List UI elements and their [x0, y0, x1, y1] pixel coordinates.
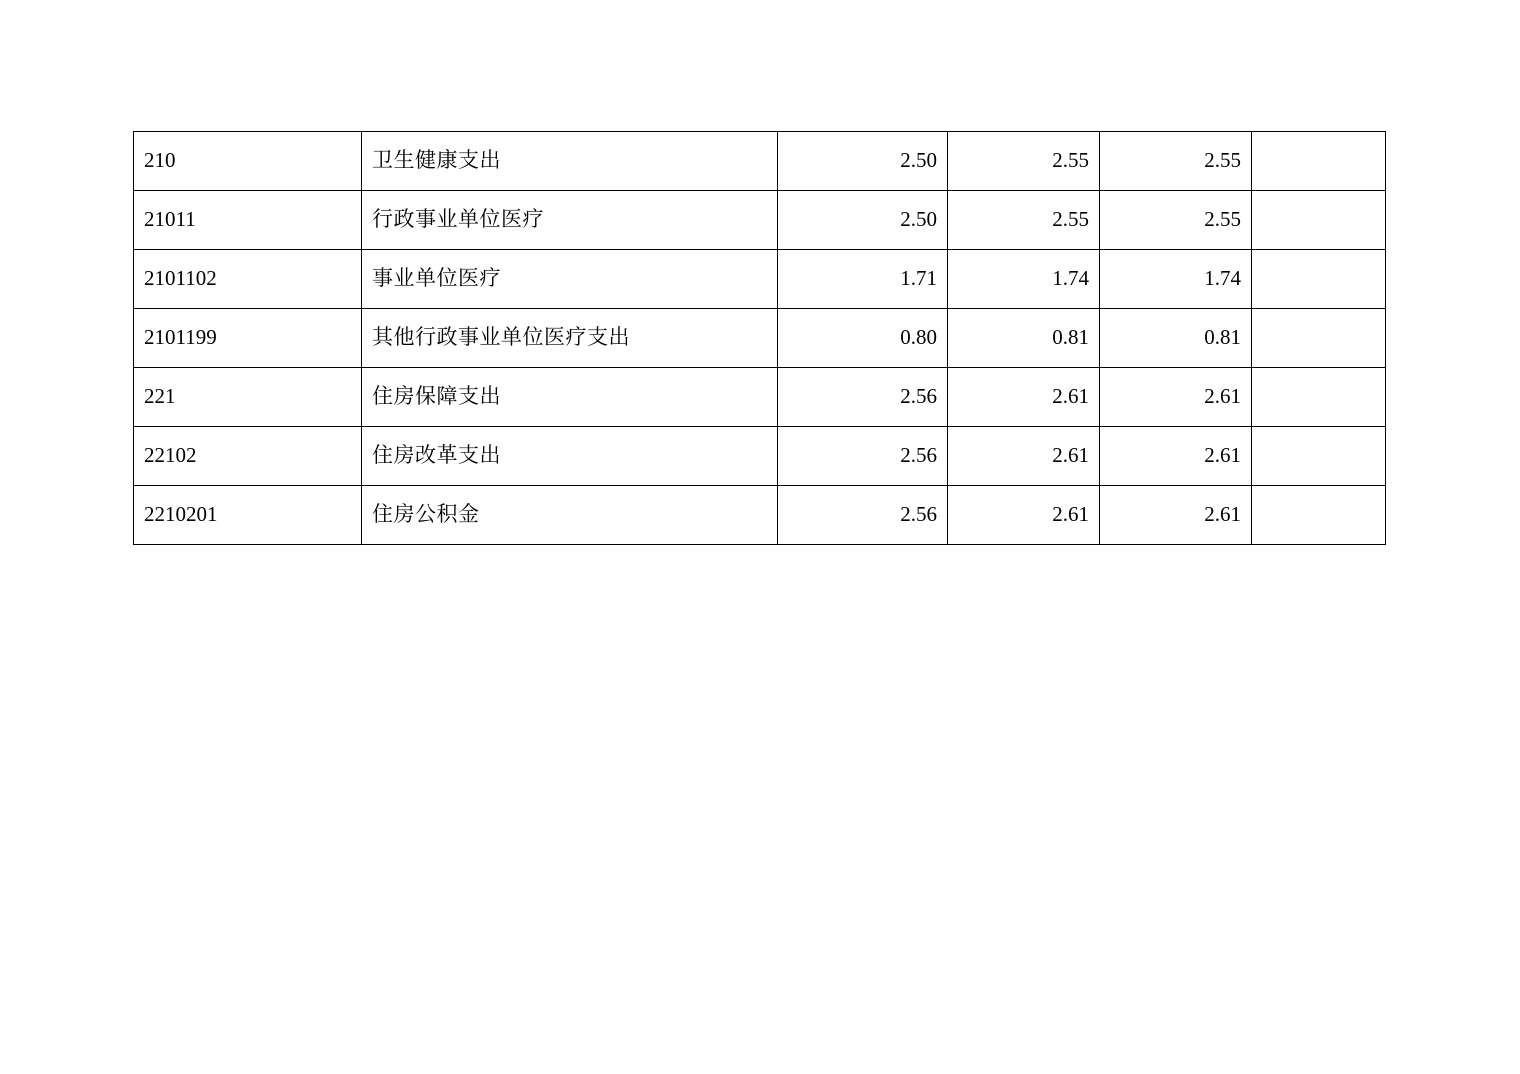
row-value2: 0.81 — [948, 309, 1100, 368]
row-code: 2210201 — [134, 486, 362, 545]
table-body — [134, 132, 1386, 545]
row-value3: 0.81 — [1100, 309, 1252, 368]
row-code: 21011 — [134, 191, 362, 250]
row-value2: 2.61 — [948, 427, 1100, 486]
row-value2: 1.74 — [948, 250, 1100, 309]
table-row — [134, 368, 1386, 427]
row-code: 210 — [134, 132, 362, 191]
row-value4 — [1252, 427, 1386, 486]
table-row — [134, 486, 1386, 545]
row-value3: 2.61 — [1100, 427, 1252, 486]
budget-expenditure-table — [133, 131, 1386, 545]
row-name: 住房改革支出 — [362, 427, 778, 486]
table-row — [134, 427, 1386, 486]
row-value1: 2.56 — [778, 427, 948, 486]
row-value3: 2.55 — [1100, 132, 1252, 191]
row-value1: 0.80 — [778, 309, 948, 368]
row-value4 — [1252, 132, 1386, 191]
row-value2: 2.55 — [948, 132, 1100, 191]
row-value4 — [1252, 309, 1386, 368]
row-value3: 2.61 — [1100, 486, 1252, 545]
row-name: 住房保障支出 — [362, 368, 778, 427]
table-row — [134, 132, 1386, 191]
row-value3: 2.55 — [1100, 191, 1252, 250]
row-value3: 1.74 — [1100, 250, 1252, 309]
row-name: 卫生健康支出 — [362, 132, 778, 191]
row-name: 其他行政事业单位医疗支出 — [362, 309, 778, 368]
row-value2: 2.61 — [948, 368, 1100, 427]
row-value4 — [1252, 191, 1386, 250]
row-value4 — [1252, 250, 1386, 309]
row-value1: 2.50 — [778, 191, 948, 250]
table-row — [134, 250, 1386, 309]
row-code: 2101199 — [134, 309, 362, 368]
row-value1: 2.50 — [778, 132, 948, 191]
row-code: 2101102 — [134, 250, 362, 309]
table-row — [134, 191, 1386, 250]
row-value3: 2.61 — [1100, 368, 1252, 427]
row-name: 住房公积金 — [362, 486, 778, 545]
row-value2: 2.55 — [948, 191, 1100, 250]
table-row — [134, 309, 1386, 368]
row-value4 — [1252, 368, 1386, 427]
row-value4 — [1252, 486, 1386, 545]
row-code: 221 — [134, 368, 362, 427]
row-value1: 2.56 — [778, 486, 948, 545]
row-name: 行政事业单位医疗 — [362, 191, 778, 250]
row-code: 22102 — [134, 427, 362, 486]
row-value1: 2.56 — [778, 368, 948, 427]
row-name: 事业单位医疗 — [362, 250, 778, 309]
row-value1: 1.71 — [778, 250, 948, 309]
row-value2: 2.61 — [948, 486, 1100, 545]
